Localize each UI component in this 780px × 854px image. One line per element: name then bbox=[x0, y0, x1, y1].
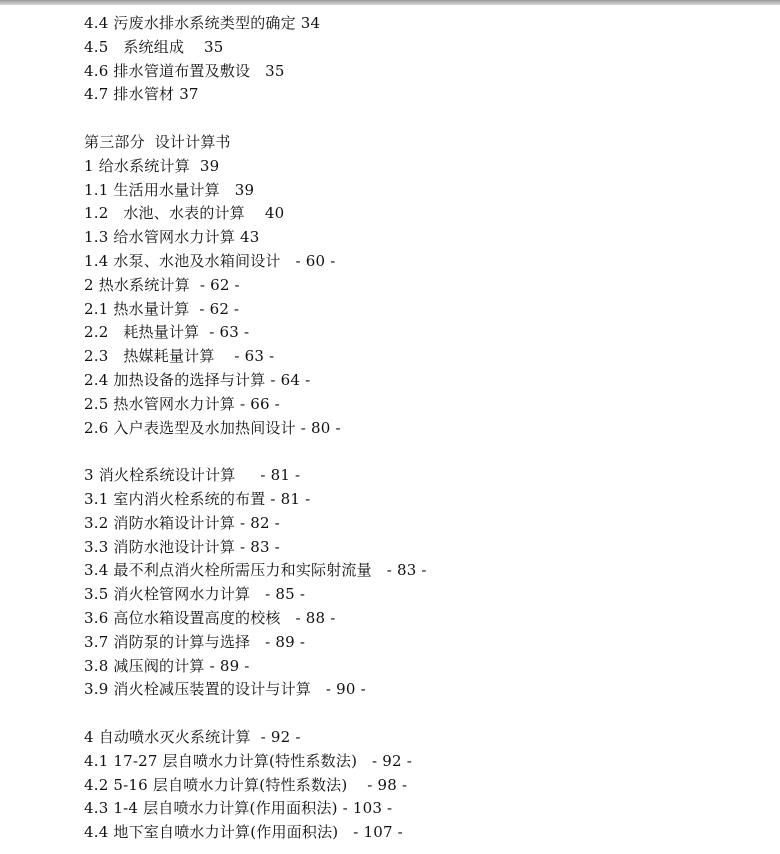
toc-spacer bbox=[84, 702, 764, 726]
toc-entry-1-3: 1.3 给水管网水力计算 43 bbox=[84, 228, 260, 247]
toc-entry-4-7: 4.7 排水管材 37 bbox=[84, 85, 199, 104]
toc-entry-2-6: 2.6 入户表选型及水加热间设计 - 80 - bbox=[84, 418, 341, 437]
toc-entry-1-2: 1.2 水池、水表的计算 40 bbox=[84, 204, 285, 223]
toc-entry-1: 1 给水系统计算 39 bbox=[84, 156, 220, 175]
toc-entry-2-3: 2.3 热媒耗量计算 - 63 - bbox=[84, 347, 275, 366]
toc-entry-2: 2 热水系统计算 - 62 - bbox=[84, 275, 240, 294]
toc-entry-3-8: 3.8 减压阀的计算 - 89 - bbox=[84, 656, 250, 675]
toc-entry-2-2: 2.2 耗热量计算 - 63 - bbox=[84, 323, 250, 342]
toc-entry-3-9: 3.9 消火栓减压装置的设计与计算 - 90 - bbox=[84, 680, 366, 699]
toc-entry-3-7: 3.7 消防泵的计算与选择 - 89 - bbox=[84, 632, 306, 651]
table-of-contents bbox=[84, 12, 764, 845]
toc-entry-4-2: 4.2 5-16 层自喷水力计算(特性系数法) - 98 - bbox=[84, 775, 408, 794]
toc-entry-3-1: 3.1 室内消火栓系统的布置 - 81 - bbox=[84, 489, 311, 508]
toc-entry-3-3: 3.3 消防水池设计计算 - 83 - bbox=[84, 537, 280, 556]
toc-entry-3-6: 3.6 高位水箱设置高度的校核 - 88 - bbox=[84, 608, 336, 627]
toc-entry-4-5: 4.5 系统组成 35 bbox=[84, 37, 224, 56]
toc-spacer bbox=[84, 440, 764, 464]
toc-entry-4-4b: 4.4 地下室自喷水力计算(作用面积法) - 107 - bbox=[84, 823, 403, 842]
toc-entry-3: 3 消火栓系统设计计算 - 81 - bbox=[84, 466, 301, 485]
top-border bbox=[0, 0, 780, 5]
toc-part-heading: 第三部分 设计计算书 bbox=[84, 132, 231, 151]
toc-entry-4-6: 4.6 排水管道布置及敷设 35 bbox=[84, 61, 285, 80]
toc-entry-3-5: 3.5 消火栓管网水力计算 - 85 - bbox=[84, 585, 306, 604]
toc-entry-3-2: 3.2 消防水箱设计计算 - 82 - bbox=[84, 513, 280, 532]
toc-entry-4: 4 自动喷水灭火系统计算 - 92 - bbox=[84, 727, 301, 746]
toc-entry-4-1: 4.1 17-27 层自喷水力计算(特性系数法) - 92 - bbox=[84, 751, 413, 770]
toc-entry-3-4: 3.4 最不利点消火栓所需压力和实际射流量 - 83 - bbox=[84, 561, 427, 580]
toc-entry-4-4: 4.4 污废水排水系统类型的确定 34 bbox=[84, 14, 321, 32]
toc-entry-1-4: 1.4 水泵、水池及水箱间设计 - 60 - bbox=[84, 251, 336, 270]
toc-entry-2-5: 2.5 热水管网水力计算 - 66 - bbox=[84, 394, 280, 413]
toc-entry-2-4: 2.4 加热设备的选择与计算 - 64 - bbox=[84, 370, 311, 389]
toc-entry-4-3: 4.3 1-4 层自喷水力计算(作用面积法) - 103 - bbox=[84, 799, 393, 818]
toc-entry-2-1: 2.1 热水量计算 - 62 - bbox=[84, 299, 240, 318]
toc-entry-1-1: 1.1 生活用水量计算 39 bbox=[84, 180, 255, 199]
toc-spacer bbox=[84, 107, 764, 131]
